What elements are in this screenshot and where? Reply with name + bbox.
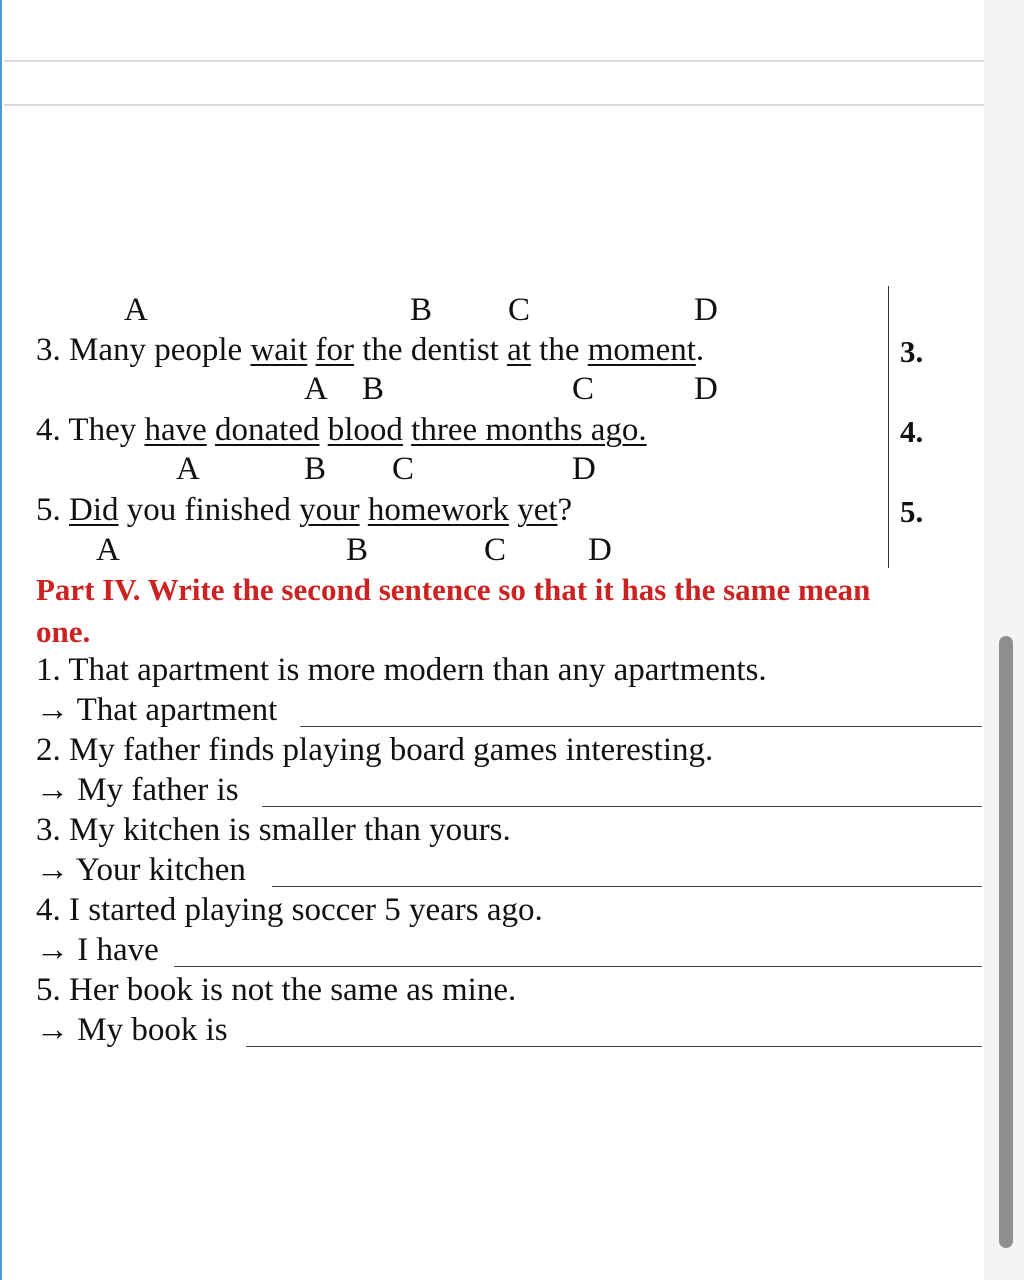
item-punct: . bbox=[695, 332, 705, 368]
option-letter-a: A bbox=[124, 292, 148, 328]
answer-label-3: 3. bbox=[900, 334, 924, 369]
item-text: Many people bbox=[69, 332, 243, 368]
rewrite-prompt-1: → That apartment bbox=[36, 692, 278, 728]
rewrite-sentence-3: 3. My kitchen is smaller than yours. bbox=[36, 812, 511, 848]
option-letter-d: D bbox=[694, 371, 718, 407]
part4-heading-continued: one. bbox=[36, 614, 91, 649]
item-text: the bbox=[539, 332, 580, 368]
answer-line-3[interactable] bbox=[272, 886, 982, 887]
option-a-text: wait bbox=[250, 332, 308, 368]
option-c-text: at bbox=[507, 332, 531, 368]
answer-line-2[interactable] bbox=[262, 806, 982, 807]
option-letter-b: B bbox=[410, 292, 433, 328]
option-letter-b: B bbox=[346, 532, 369, 568]
option-letter-a: A bbox=[176, 451, 200, 487]
answer-column-divider bbox=[888, 286, 889, 568]
option-d-text: yet bbox=[517, 492, 558, 528]
rewrite-prompt-4: → I have bbox=[36, 932, 159, 968]
item-punct: ? bbox=[557, 492, 573, 528]
option-c-text: homework bbox=[367, 492, 509, 528]
item-number: 4. bbox=[36, 412, 61, 448]
item-text: you finished bbox=[126, 492, 291, 528]
error-item-5 bbox=[36, 494, 572, 527]
rewrite-sentence-5: 5. Her book is not the same as mine. bbox=[36, 972, 517, 1008]
option-letter-b: B bbox=[362, 371, 385, 407]
option-a-text: have bbox=[144, 412, 207, 448]
option-letter-c: C bbox=[572, 371, 595, 407]
error-item-3 bbox=[36, 334, 704, 367]
left-edge-border bbox=[0, 0, 2, 1280]
top-rule-2 bbox=[4, 104, 984, 106]
rewrite-prompt-3: → Your kitchen bbox=[36, 852, 246, 888]
answer-label-4: 4. bbox=[900, 414, 924, 449]
item-text: the dentist bbox=[362, 332, 499, 368]
top-rule-1 bbox=[4, 60, 984, 62]
answer-line-1[interactable] bbox=[300, 726, 982, 727]
rewrite-sentence-2: 2. My father finds playing board games interesting. bbox=[36, 732, 714, 768]
error-item-4 bbox=[36, 414, 647, 447]
option-c-text: blood bbox=[327, 412, 403, 448]
option-letter-d: D bbox=[588, 532, 612, 568]
option-a-text: Did bbox=[69, 492, 119, 528]
option-letter-d: D bbox=[694, 292, 718, 328]
answer-label-5: 5. bbox=[900, 494, 924, 529]
scrollbar-thumb[interactable] bbox=[999, 636, 1013, 1248]
rewrite-prompt-5: → My book is bbox=[36, 1012, 228, 1048]
option-d-text: moment bbox=[587, 332, 696, 368]
item-number: 5. bbox=[36, 492, 61, 528]
option-letter-a: A bbox=[304, 371, 328, 407]
rewrite-sentence-1: 1. That apartment is more modern than any apartments. bbox=[36, 652, 767, 688]
option-b-text: donated bbox=[215, 412, 320, 448]
item-number: 3. bbox=[36, 332, 61, 368]
answer-line-5[interactable] bbox=[246, 1046, 982, 1047]
option-b-text: for bbox=[315, 332, 355, 368]
option-b-text: your bbox=[299, 492, 360, 528]
option-letter-b: B bbox=[304, 451, 327, 487]
answer-line-4[interactable] bbox=[174, 966, 982, 967]
option-letter-c: C bbox=[484, 532, 507, 568]
rewrite-prompt-2: → My father is bbox=[36, 772, 239, 808]
option-letter-c: C bbox=[392, 451, 415, 487]
part4-heading: Part IV. Write the second sentence so that it has the same mean bbox=[36, 572, 871, 607]
rewrite-sentence-4: 4. I started playing soccer 5 years ago. bbox=[36, 892, 543, 928]
option-letter-a: A bbox=[96, 532, 120, 568]
option-letter-d: D bbox=[572, 451, 596, 487]
option-letter-c: C bbox=[508, 292, 531, 328]
item-text: They bbox=[68, 412, 137, 448]
option-d-text: three months ago. bbox=[411, 412, 647, 448]
